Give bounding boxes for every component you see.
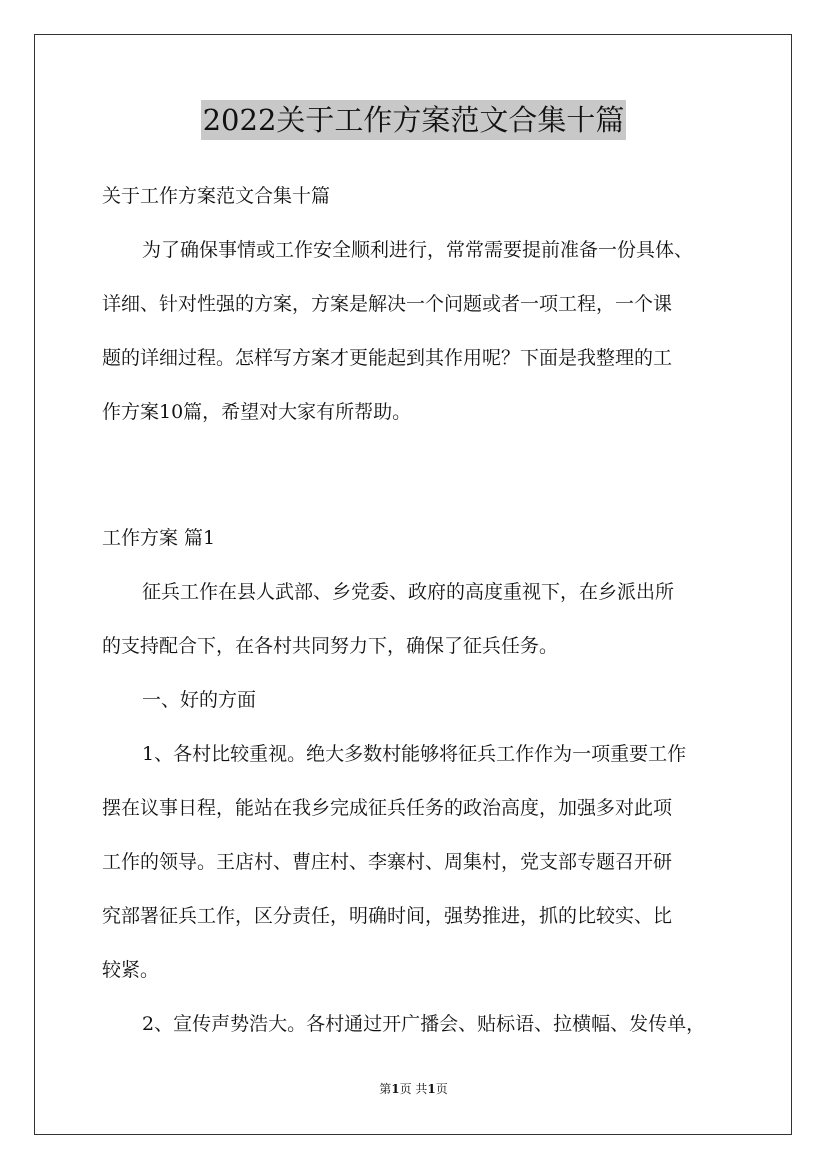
- paragraph-line: 2、宣传声势浩大。各村通过开广播会、贴标语、拉横幅、发传单，: [142, 1013, 706, 1035]
- spacer: [102, 214, 742, 232]
- spacer: [102, 322, 742, 340]
- spacer: [102, 664, 742, 682]
- intro-line: 为了确保事情或工作安全顺利进行，常常需要提前准备一份具体、: [142, 239, 694, 261]
- document-title: 2022关于工作方案范文合集十篇: [201, 100, 627, 140]
- footer-label: 页 共: [399, 1082, 428, 1096]
- intro-line: 作方案10篇，希望对大家有所帮助。: [102, 401, 412, 423]
- paragraph-line: 的支持配合下，在各村共同努力下，确保了征兵任务。: [102, 635, 559, 657]
- spacer: [102, 772, 742, 790]
- spacer: [102, 826, 742, 844]
- intro-line: 详细、针对性强的方案，方案是解决一个问题或者一项工程，一个课: [102, 293, 673, 315]
- footer-page-total: 1: [427, 1082, 436, 1096]
- spacer: [102, 430, 742, 502]
- spacer: [102, 556, 742, 574]
- subtitle: 关于工作方案范文合集十篇: [102, 185, 331, 207]
- footer-label: 页: [435, 1082, 448, 1096]
- page-footer: [0, 1081, 827, 1097]
- spacer: [102, 988, 742, 1006]
- paragraph-line: 1、各村比较重视。绝大多数村能够将征兵工作作为一项重要工作: [142, 743, 687, 765]
- footer-label: 第: [379, 1082, 392, 1096]
- paragraph-line: 较紧。: [102, 959, 160, 981]
- document-body: [102, 178, 742, 1042]
- paragraph-line: 摆在议事日程，能站在我乡完成征兵任务的政治高度，加强多对此项: [102, 797, 673, 819]
- spacer: [102, 718, 742, 736]
- spacer: [102, 610, 742, 628]
- spacer: [102, 934, 742, 952]
- paragraph-line: 工作的领导。王店村、曹庄村、李寨村、周集村，党支部专题召开研: [102, 851, 673, 873]
- paragraph-line: 究部署征兵工作，区分责任，明确时间，强势推进，抓的比较实、比: [102, 905, 673, 927]
- spacer: [102, 268, 742, 286]
- spacer: [102, 502, 742, 520]
- spacer: [102, 376, 742, 394]
- title-container: [0, 100, 827, 140]
- spacer: [102, 880, 742, 898]
- paragraph-line: 征兵工作在县人武部、乡党委、政府的高度重视下，在乡派出所: [142, 581, 675, 603]
- intro-line: 题的详细过程。怎样写方案才更能起到其作用呢？下面是我整理的工: [102, 347, 673, 369]
- footer-page-number: 1: [391, 1082, 400, 1096]
- section-heading: 工作方案 篇1: [102, 527, 216, 549]
- subheading: 一、好的方面: [142, 689, 257, 711]
